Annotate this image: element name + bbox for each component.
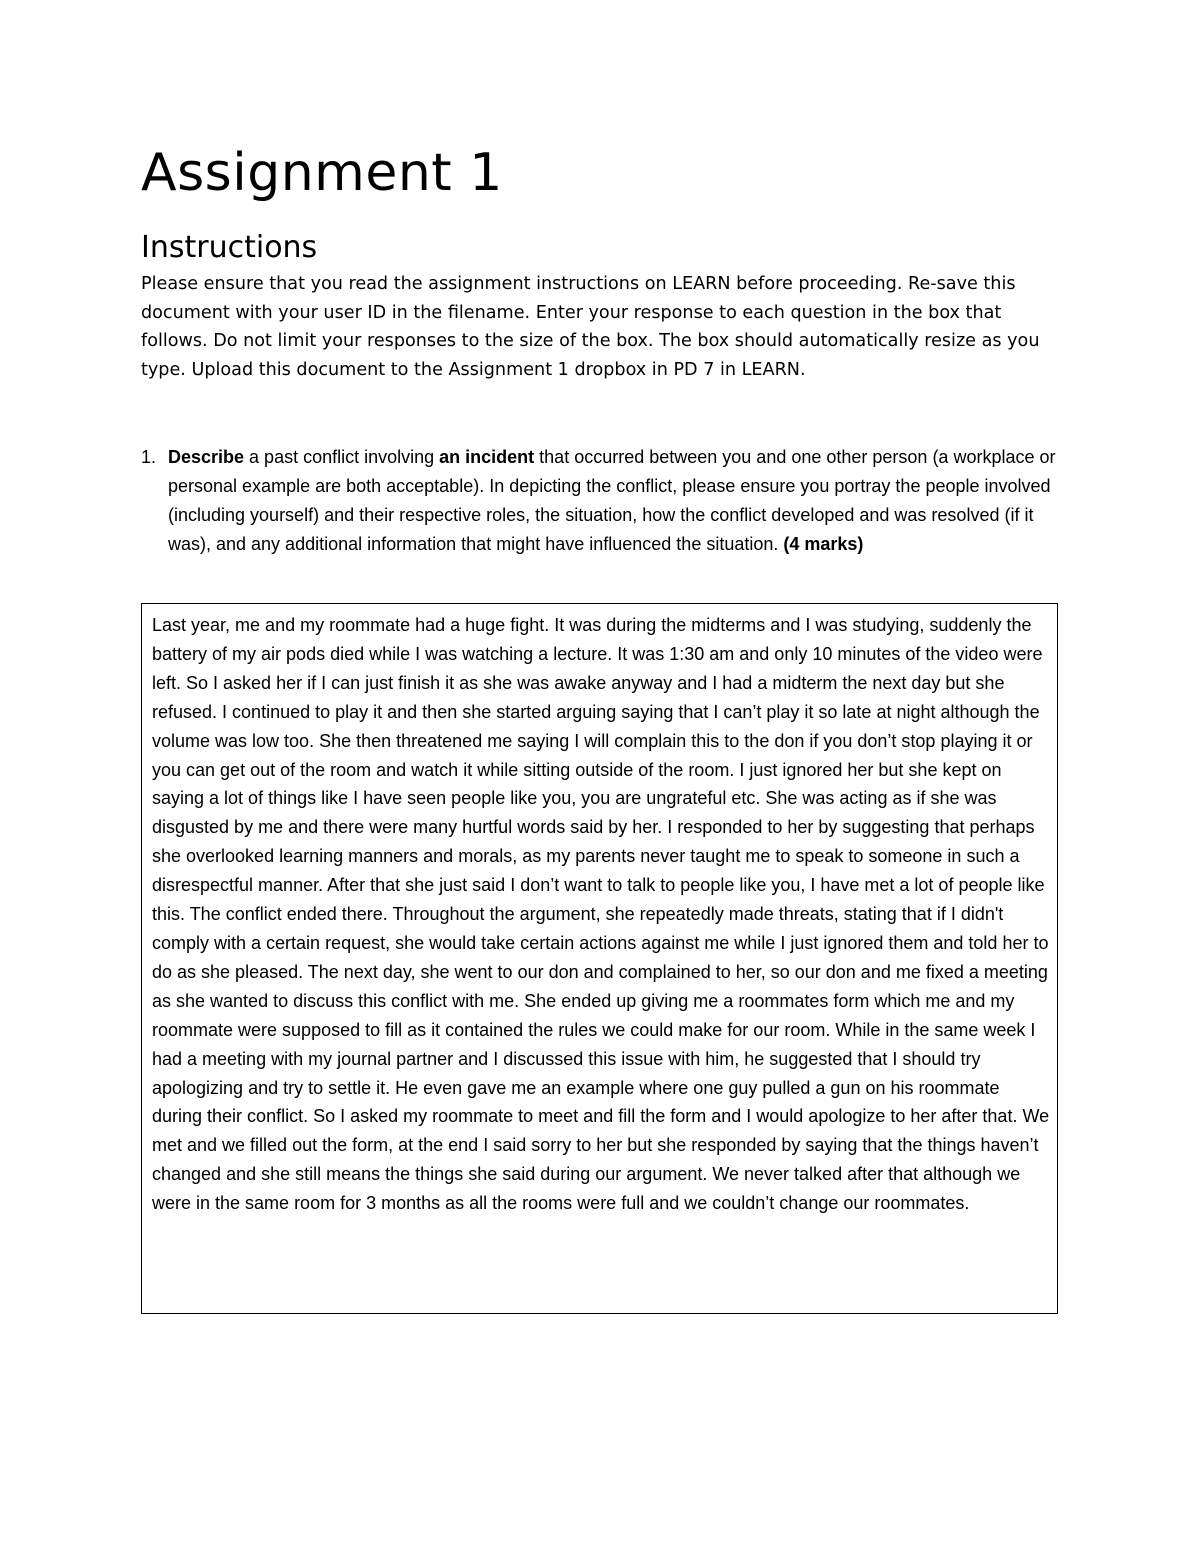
question-verb: Describe <box>168 447 245 467</box>
section-heading-instructions: Instructions <box>141 230 318 265</box>
question-number: 1. <box>141 447 157 467</box>
answer-box[interactable] <box>141 603 1058 1314</box>
question-emphasis: an incident <box>439 447 535 467</box>
question-marks: (4 marks) <box>783 534 864 554</box>
question-text <box>168 443 1061 559</box>
page-title: Assignment 1 <box>141 143 503 203</box>
question-text-part-1: a past conflict involving <box>244 447 440 467</box>
question-text-part-2: that occurred between you and one other person (a workplace or personal example are both acceptable). In depicting the conflict, please ensure you portray the people involved (including yourself) and their respective roles, the situation, how the conflict developed and was resolved (if it was), and any additional information that might have influenced the situation. <box>168 447 1056 554</box>
instructions-paragraph: Please ensure that you read the assignment instructions on LEARN before proceeding. Re-save this document with your user ID in the filename. Enter your response to each question in the box that follows. Do not limit your responses to the size of the box. The box should automatically resize as you type. Upload this document to the Assignment 1 dropbox in PD 7 in LEARN. <box>141 274 1040 381</box>
answer-text[interactable]: Last year, me and my roommate had a huge fight. It was during the midterms and I was studying, suddenly the battery of my air pods died while I was watching a lecture. It was 1:30 am and only 10 minutes of the video were left. So I asked her if I can just finish it as she was awake anyway and I had a midterm the next day but she refused. I continued to play it and then she started arguing saying that I can’t play it so late at night although the volume was low too. She then threatened me saying I will complain this to the don if you don’t stop playing it or you can get out of the room and watch it while sitting outside of the room. I just ignored her but she kept on saying a lot of things like I have seen people like you, you are ungrateful etc. She was acting as if she was disgusted by me and there were many hurtful words said by her. I responded to her by suggesting that perhaps she overlooked learning manners and morals, as my parents never taught me to speak to someone in such a disrespectful manner. After that she just said I don’t want to talk to people like you, I have met a lot of people like this. The conflict ended there. Throughout the argument, she repeatedly made threats, stating that if I didn't comply with a certain request, she would take certain actions against me while I just ignored them and told her to do as she pleased. The next day, she went to our don and complained to her, so our don and me fixed a meeting as she wanted to discuss this conflict with me. She ended up giving me a roommates form which me and my roommate were supposed to fill as it contained the rules we could make for our room. While in the same week I had a meeting with my journal partner and I discussed this issue with him, he suggested that I should try apologizing and try to settle it. He even gave me an example where one guy pulled a gun on his roommate during their conflict. So I asked my roommate to meet and fill the form and I would apologize to her after that. We met and we filled out the form, at the end I said sorry to her but she responded by saying that the things haven’t changed and she still means the things she said during our argument. We never talked after that although we were in the same room for 3 months as all the rooms were full and we couldn’t change our roommates. <box>152 615 1050 1214</box>
question-1 <box>141 443 1061 559</box>
